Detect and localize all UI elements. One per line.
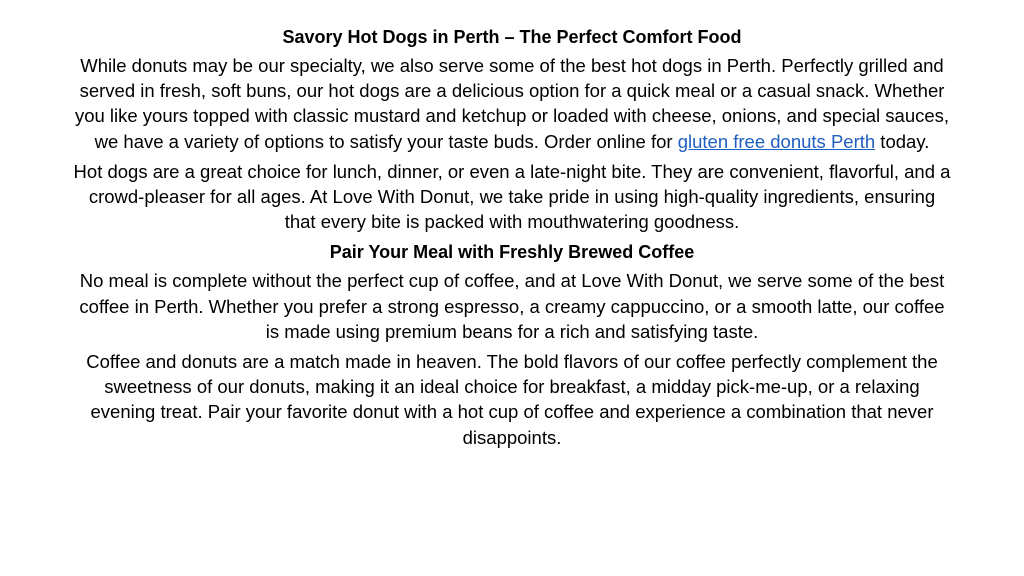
coffee-paragraph-1: No meal is complete without the perfect cup of coffee, and at Love With Donut, we serve some of the best coffee in Perth. Whether you prefer a strong espresso, a creamy cappuccino, or a smooth latte, our coffee is made using premium beans for a rich and satisfying taste. [79,270,945,342]
hot-dogs-paragraph-1 [72,53,952,154]
coffee-paragraph-2: Coffee and donuts are a match made in heaven. The bold flavors of our coffee perfectly complement the sweetness of our donuts, making it an ideal choice for breakfast, a midday pick-me-up, or a relaxing evening treat. Pair your favorite donut with a hot cup of coffee and experience a combination that never disappoints. [86,351,938,448]
hot-dogs-paragraph-2: Hot dogs are a great choice for lunch, dinner, or even a late-night bite. They are convenient, flavorful, and a crowd-pleaser for all ages. At Love With Donut, we take pride in using high-quality ingredients, ensuring that every bite is packed with mouthwatering goodness. [73,160,951,233]
hot-dogs-heading: Savory Hot Dogs in Perth – The Perfect Comfort Food [282,27,742,47]
hot-dogs-paragraph-1-text: While donuts may be our specialty, we also serve some of the best hot dogs in Perth. Perfectly grilled and served in fresh, soft buns, our hot dogs are a delicious option for a quick meal or a casual snack. Whether you like yours topped with classic mustard and ketchup or loaded with cheese, onions, and special sauces, we have a variety of options to satisfy your taste buds. Order online for [74,55,950,152]
gluten-free-donuts-link[interactable]: gluten free donuts Perth [677,130,876,152]
hot-dogs-paragraph-1-tail: today. [875,130,930,152]
coffee-heading: Pair Your Meal with Freshly Brewed Coffee [329,242,695,263]
